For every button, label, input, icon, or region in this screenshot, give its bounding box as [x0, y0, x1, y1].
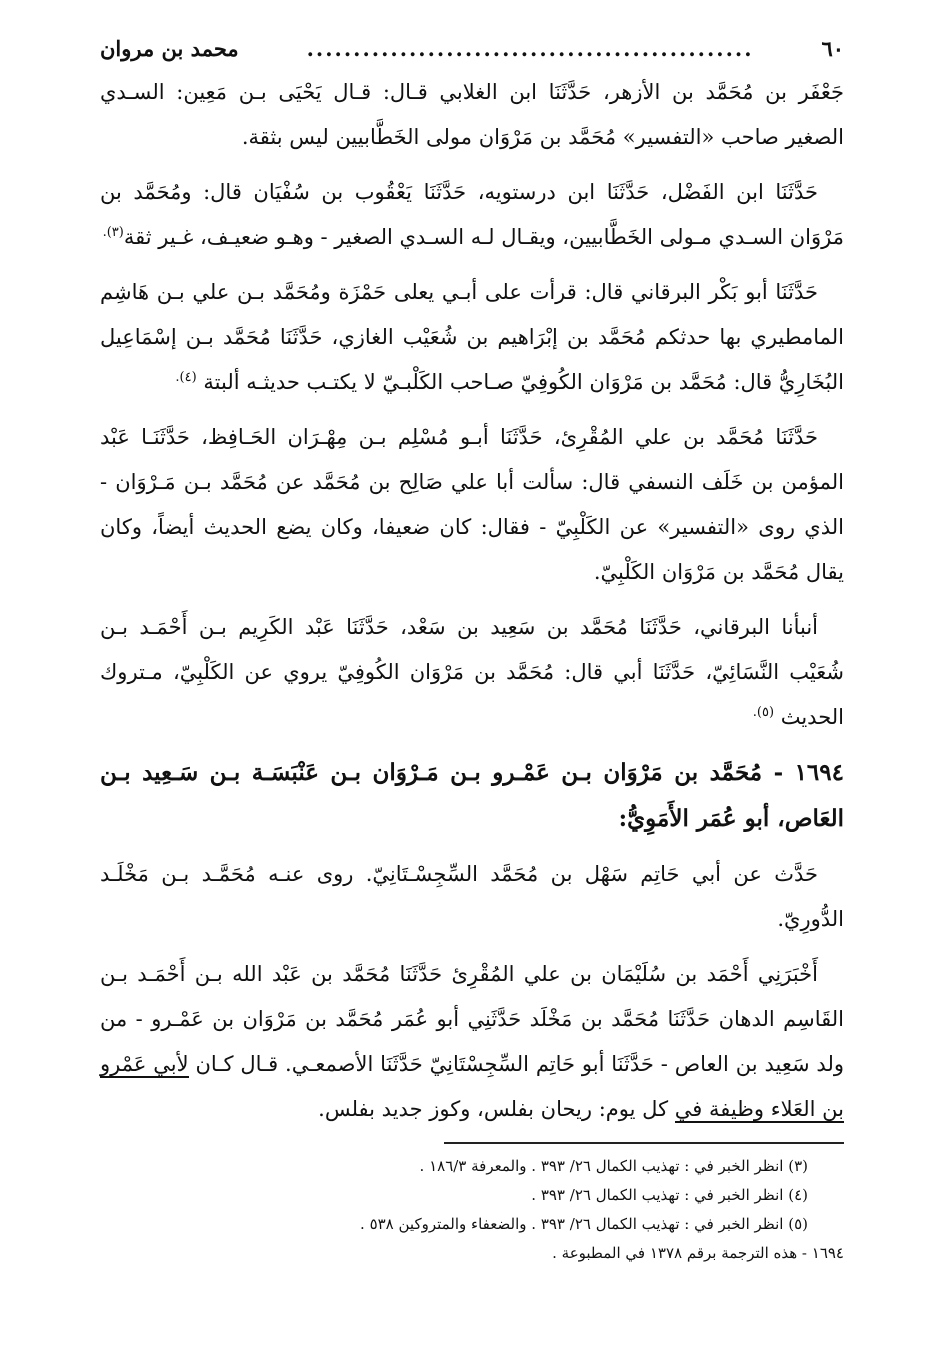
paragraph-3-text: حَدَّثَنَا أبو بَكْر البرقاني قال: قرأت على أبـي يعلى حَمْزَة ومُحَمَّد بـن علي بـن هَاشِم المامطيري بها حدثكم مُحَمَّد بن إبْرَاهيم بن شُعَيْب الغازي، حَدَّثَنَا مُحَمَّد بـن إسْمَاعِيل البُخَارِيُّ قال: مُحَمَّد بن مَرْوَان الكُوفِيّ صـاحب الكَلْبـيّ لا يكتـب حديثـه ألبتة	[100, 280, 844, 394]
paragraph-1-text: جَعْفَر بن مُحَمَّد بن الأزهر، حَدَّثَنَا ابن الغلابي قـال: قـال يَحْيَى بـن مَعِين: السـدي الصغير صاحب «التفسير» مُحَمَّد بن مَرْوَان مولى الخَطَّابيين ليس بثقة.	[100, 80, 844, 149]
paragraph-6	[100, 852, 844, 942]
footnotes	[100, 1152, 844, 1268]
footnote-5: (٥) انظر الخبر في : تهذيب الكمال ٢٦/ ٣٩٣ . والضعفاء والمتروكين ٥٣٨ .	[360, 1215, 808, 1233]
paragraph-4	[100, 415, 844, 595]
header-leader-dots: ................................................	[306, 36, 754, 61]
paragraph-2-text: حَدَّثَنَا ابن الفَضْل، حَدَّثَنَا ابن درستويه، حَدَّثَنَا يَعْقُوب بن سُفْيَان قال: ومُحَمَّد بن مَرْوَان السـدي مـولى الخَطَّابيين، ويقـال لـه السـدي الصغير - وهـو ضعيـف، غـير ثقة	[100, 180, 844, 249]
underlined-phrase: لأبي عَمْرو بن العَلاء وظيفة في	[100, 1052, 844, 1121]
running-header	[100, 36, 844, 70]
paragraph-7	[100, 952, 844, 1132]
paragraph-3	[100, 270, 844, 405]
footnote-3: (٣) انظر الخبر في : تهذيب الكمال ٢٦/ ٣٩٣ . والمعرفة ١٨٦/٣ .	[419, 1157, 808, 1175]
paragraph-7-text: أَخْبَرَنِي أَحْمَد بن سُلَيْمَان بن علي المُقْرِئ حَدَّثَنَا مُحَمَّد بن عَبْد الله بـن أَحْمَـد بـن القَاسِم الدهان حَدَّثَنَا مُحَمَّد بن مَخْلَد حَدَّثَنِي أبو عُمَر مُحَمَّد بن مَرْوَان بن عَمْـرو - من ولد سَعِيد بن العاص - حَدَّثَنَا أبو حَاتِم السِّجِسْتَانِيّ حَدَّثَنَا الأصمعـي. قـال كـان	[100, 962, 844, 1076]
paragraph-2	[100, 170, 844, 260]
entry-heading	[100, 750, 844, 842]
paragraph-6-text: حَدَّث عن أبي حَاتِم سَهْل بن مُحَمَّد السِّجِسْـتَانِيّ. روى عنـه مُحَمَّـد بـن مَخْلَـد الدُّورِيّ.	[100, 862, 844, 931]
footnote-ref-5: (٥).	[752, 705, 775, 720]
main-text	[100, 70, 844, 1132]
paragraph-5	[100, 605, 844, 740]
running-title: محمد بن مروان	[100, 36, 239, 61]
entry-heading-text: ١٦٩٤ - مُحَمَّد بن مَرْوَان بـن عَمْـرو بـن مَـرْوَان بـن عَنْبَسَـة بـن سَـعِيد بـن العَاص، أبو عُمَر الأَمَوِيُّ:	[100, 759, 844, 832]
footnote-ref-3: (٣).	[102, 225, 124, 240]
footnote-4: (٤) انظر الخبر في : تهذيب الكمال ٢٦/ ٣٩٣ .	[531, 1186, 808, 1204]
paragraph-4-text: حَدَّثَنَا مُحَمَّد بن علي المُقْرِئ، حَدَّثَنَا أبـو مُسْلِم بـن مِهْـرَان الحَـافِظ، حَدَّثَنَـا عَبْد المؤمن بن خَلَف النسفي قال: سألت أبا علي صَالِح بن مُحَمَّد عن مُحَمَّد بـن مَـرْوَان - الذي روى «التفسير» عن الكَلْبِيّ - فقال: كان ضعيفا، وكان يضع الحديث أيضاً، وكان يقال مُحَمَّد بن مَرْوَان الكَلْبِيّ.	[100, 425, 844, 584]
paragraph-7-end: كل يوم: ريحان بفلس، وكوز جديد بفلس.	[318, 1097, 675, 1121]
footnote-entry-note: ١٦٩٤ - هذه الترجمة برقم ١٣٧٨ في المطبوعة .	[552, 1244, 844, 1262]
page-number: ٦٠	[821, 36, 844, 61]
paragraph-5-text: أنبأنا البرقاني، حَدَّثَنَا مُحَمَّد بن سَعِيد بن سَعْد، حَدَّثَنَا عَبْد الكَرِيم بـن أَحْمَـد بـن شُعَيْب النَّسَائِيّ، حَدَّثَنَا أبي قال: مُحَمَّد بن مَرْوَان الكُوفِيّ يروي عن الكَلْبِيّ، مـتروك الحديث	[100, 615, 844, 729]
paragraph-1	[100, 70, 844, 160]
footnote-ref-4: (٤).	[175, 370, 197, 385]
footnote-separator	[444, 1142, 844, 1144]
